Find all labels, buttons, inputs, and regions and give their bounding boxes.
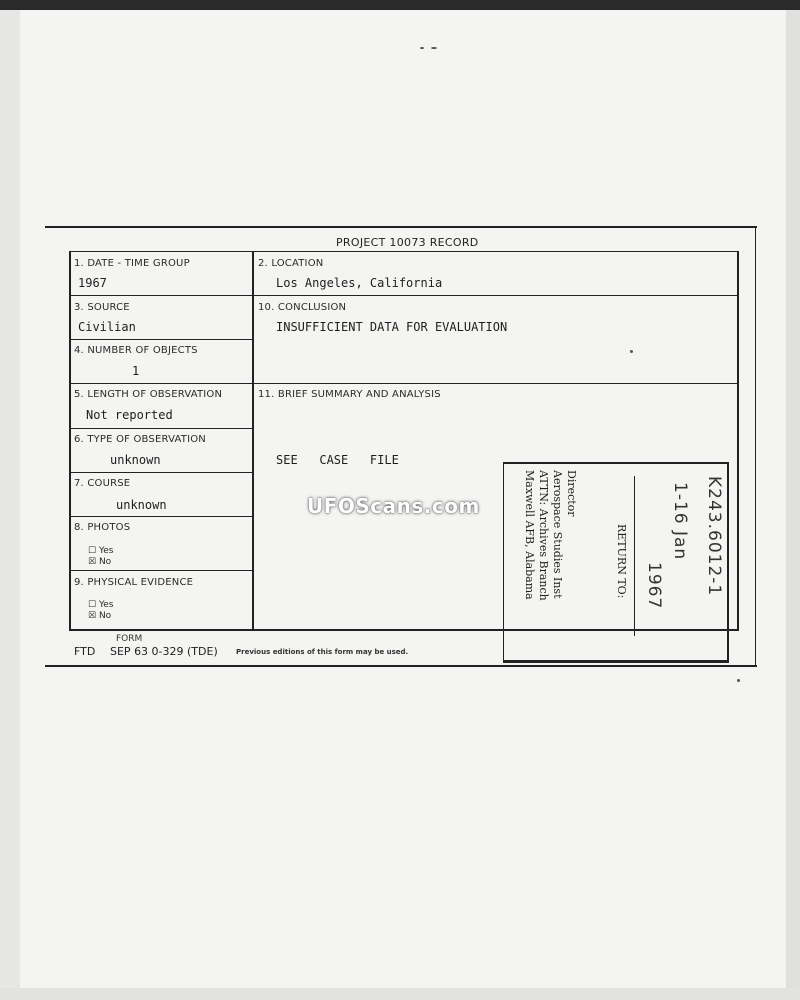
date-label: 1. DATE - TIME GROUP — [74, 258, 190, 269]
physical-yes-checkbox — [88, 600, 113, 610]
form-rule-c — [70, 383, 738, 384]
photos-no-checkbox — [88, 557, 111, 567]
handwritten-reference: K243.6012-1 — [704, 476, 724, 597]
stamp-line-aerospace: Aerospace Studies Inst — [551, 470, 564, 599]
source-label: 3. SOURCE — [74, 302, 130, 313]
scan-speck — [420, 47, 424, 49]
stamp-divider — [634, 476, 635, 636]
photos-yes-checkbox — [88, 546, 113, 556]
form-rule-b — [70, 339, 253, 340]
scan-speck — [630, 350, 633, 353]
checkbox-empty-icon: ☐ — [88, 600, 97, 610]
scan-speck — [737, 679, 740, 682]
location-value: Los Angeles, California — [276, 276, 443, 290]
length-value: Not reported — [86, 408, 173, 422]
conclusion-label: 10. CONCLUSION — [258, 302, 347, 313]
form-outer-top — [45, 226, 757, 228]
form-outer-bottom — [45, 665, 757, 667]
photos-yes-label: Yes — [98, 546, 114, 556]
footer-previous-editions: Previous editions of this form may be used. — [236, 648, 409, 656]
photos-label: 8. PHOTOS — [74, 522, 131, 533]
stamp-line-maxwell: Maxwell AFB, Alabama — [523, 470, 536, 600]
physical-no-label: No — [98, 611, 112, 621]
site-watermark: UFOScans.com — [307, 494, 480, 518]
scan-top-band — [0, 0, 800, 10]
scan-right-edge — [786, 10, 800, 1000]
source-value: Civilian — [78, 320, 136, 334]
form-header-rule — [70, 251, 738, 252]
type-label: 6. TYPE OF OBSERVATION — [74, 434, 206, 445]
length-label: 5. LENGTH OF OBSERVATION — [74, 389, 223, 400]
summary-value: SEE CASE FILE — [276, 453, 399, 467]
footer-form-code: SEP 63 0-329 (TDE) — [110, 645, 218, 658]
location-label: 2. LOCATION — [258, 258, 324, 269]
physical-evidence-label: 9. PHYSICAL EVIDENCE — [74, 577, 194, 588]
summary-label: 11. BRIEF SUMMARY AND ANALYSIS — [258, 389, 441, 400]
form-right-border — [737, 251, 739, 631]
type-value: unknown — [110, 453, 161, 467]
handwritten-year: 1967 — [644, 562, 664, 610]
footer-ftd: FTD — [74, 645, 96, 658]
checkbox-checked-icon: ☒ — [88, 611, 97, 621]
footer-form-label: FORM — [116, 634, 143, 644]
physical-no-checkbox — [88, 611, 111, 621]
checkbox-empty-icon: ☐ — [88, 546, 97, 556]
conclusion-value: INSUFFICIENT DATA FOR EVALUATION — [276, 320, 508, 334]
scan-speck — [431, 47, 437, 49]
form-rule-d — [70, 428, 253, 429]
stamp-line-director: Director — [565, 470, 578, 517]
scan-left-edge — [0, 10, 20, 1000]
course-value: unknown — [116, 498, 167, 512]
form-rule-e — [70, 472, 253, 473]
physical-yes-label: Yes — [98, 600, 114, 610]
stamp-line-attn: ATTN: Archives Branch — [537, 470, 550, 601]
form-rule-f — [70, 516, 253, 517]
date-value: 1967 — [78, 276, 107, 290]
stamp-return-to: RETURN TO: — [615, 524, 628, 599]
form-left-border — [69, 251, 71, 631]
scan-bottom-edge — [0, 988, 800, 1000]
form-rule-g — [70, 570, 253, 571]
form-outer-right — [755, 226, 756, 666]
form-rule-a — [70, 295, 738, 296]
objects-value: 1 — [132, 364, 140, 378]
record-title: PROJECT 10073 RECORD — [336, 236, 479, 249]
course-label: 7. COURSE — [74, 478, 131, 489]
photos-no-label: No — [98, 557, 112, 567]
archive-stamp — [503, 462, 729, 663]
checkbox-checked-icon: ☒ — [88, 557, 97, 567]
objects-label: 4. NUMBER OF OBJECTS — [74, 345, 198, 356]
handwritten-dates: 1-16 Jan — [670, 482, 690, 561]
form-column-divider — [252, 251, 254, 631]
